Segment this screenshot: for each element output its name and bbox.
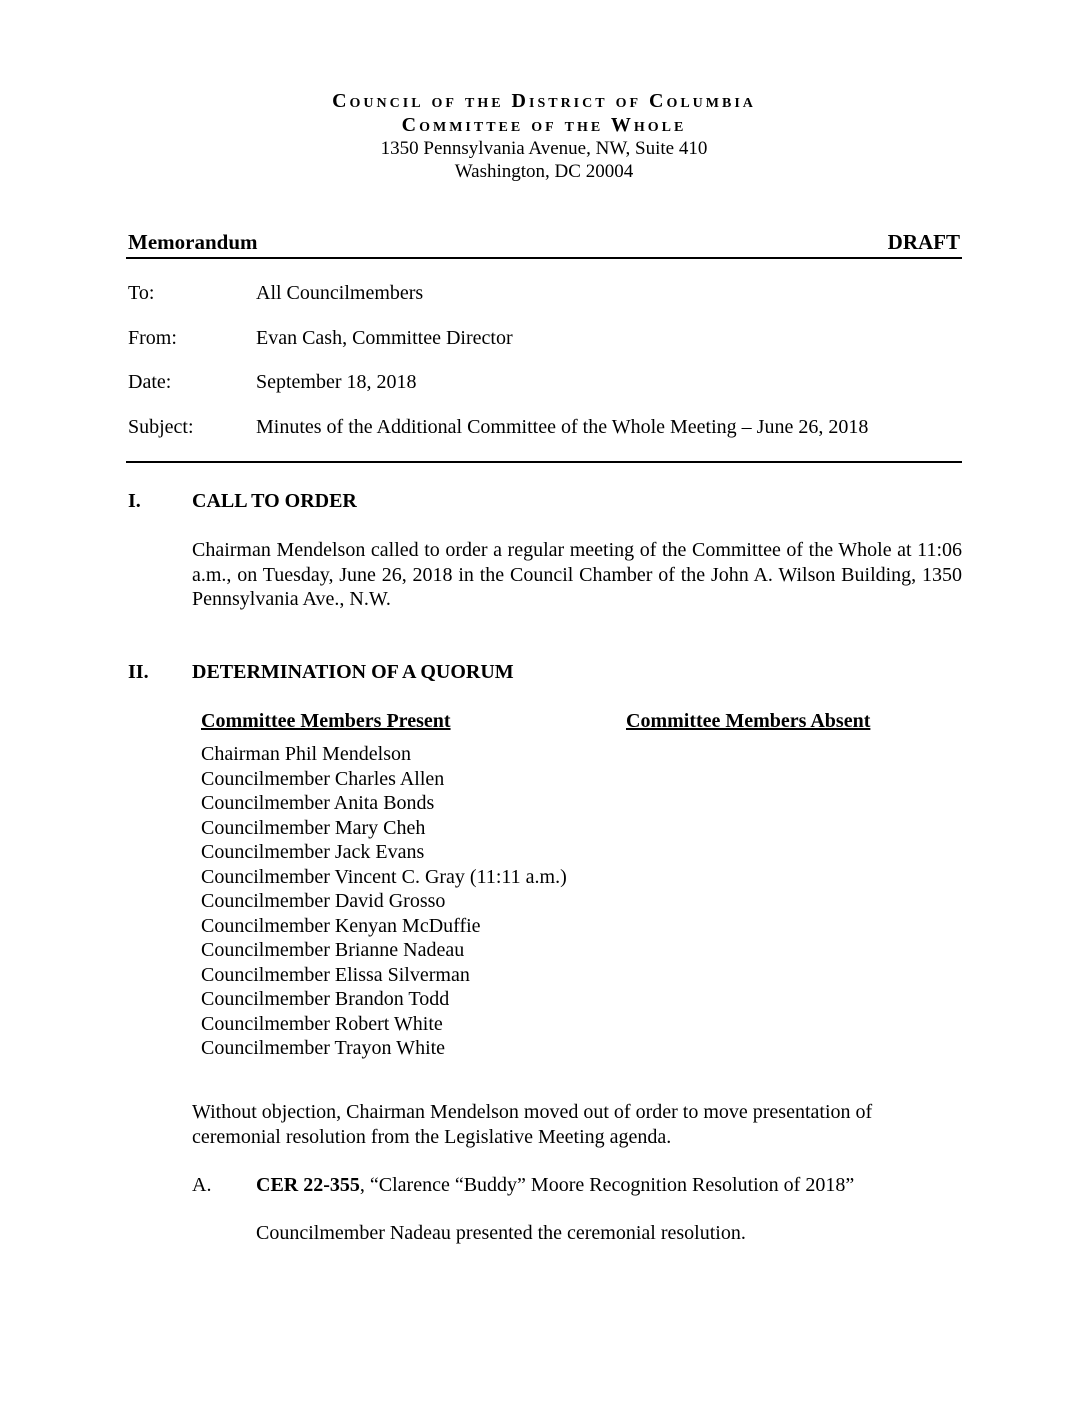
list-item: Councilmember Brandon Todd	[201, 988, 450, 1010]
letterhead-address-line1: 1350 Pennsylvania Avenue, NW, Suite 410	[380, 138, 708, 159]
to-label: To:	[128, 282, 155, 304]
date-value: September 18, 2018	[256, 371, 417, 393]
list-item: Councilmember Kenyan McDuffie	[201, 914, 481, 937]
section-1-number: I.	[128, 490, 141, 512]
list-item: Chairman Phil Mendelson	[201, 743, 411, 765]
subject-label: Subject:	[128, 416, 194, 438]
memo-title: Memorandum	[128, 230, 258, 254]
list-item: Councilmember Anita Bonds	[201, 792, 435, 814]
members-present-list	[201, 742, 567, 1061]
from-value: Evan Cash, Committee Director	[256, 327, 513, 349]
header-rule-bottom	[126, 461, 962, 463]
section-1-title: CALL TO ORDER	[192, 490, 357, 512]
subject-value: Minutes of the Additional Committee of the Whole Meeting – June 26, 2018	[256, 416, 869, 438]
from-label: From:	[128, 327, 177, 349]
members-absent-heading: Committee Members Absent	[626, 710, 871, 732]
item-a-line	[256, 1174, 854, 1197]
section-1-body: Chairman Mendelson called to order a regular meeting of the Committee of the Whole at 11:06 a.m., on Tuesday, June 26, 2018 in the Council Chamber of the John A. Wilson Building, 1350 Pennsylvania Ave., N.W.	[192, 539, 962, 610]
section-2-number: II.	[128, 661, 149, 683]
members-present-heading: Committee Members Present	[201, 710, 451, 732]
to-value: All Councilmembers	[256, 282, 424, 304]
section-2-title: DETERMINATION OF A QUORUM	[192, 661, 514, 683]
list-item: Councilmember Elissa Silverman	[201, 963, 470, 986]
draft-label: DRAFT	[887, 230, 960, 254]
list-item: Councilmember Vincent C. Gray (11:11 a.m.)	[201, 865, 567, 888]
list-item: Councilmember Trayon White	[201, 1037, 446, 1059]
letterhead-address-line2: Washington, DC 20004	[454, 161, 634, 182]
letterhead-committee-name: Committee of the Whole	[401, 114, 687, 136]
item-a-code: CER 22-355	[256, 1174, 360, 1196]
item-a-title: , “Clarence “Buddy” Moore Recognition Resolution of 2018”	[359, 1174, 855, 1196]
item-a-note: Councilmember Nadeau presented the ceremonial resolution.	[256, 1222, 746, 1244]
list-item: Councilmember Charles Allen	[201, 767, 445, 790]
date-label: Date:	[128, 371, 172, 393]
list-item: Councilmember David Grosso	[201, 890, 446, 912]
letterhead-council-name: Council of the District of Columbia	[332, 90, 756, 112]
list-item: Councilmember Jack Evans	[201, 841, 425, 863]
list-item: Councilmember Robert White	[201, 1012, 443, 1035]
item-a-letter: A.	[192, 1174, 212, 1196]
out-of-order-note: Without objection, Chairman Mendelson moved out of order to move presentation of ceremonial resolution from the Legislative Meeting agenda.	[192, 1101, 873, 1148]
list-item: Councilmember Brianne Nadeau	[201, 939, 465, 961]
header-rule-top	[126, 257, 962, 259]
list-item: Councilmember Mary Cheh	[201, 816, 426, 839]
